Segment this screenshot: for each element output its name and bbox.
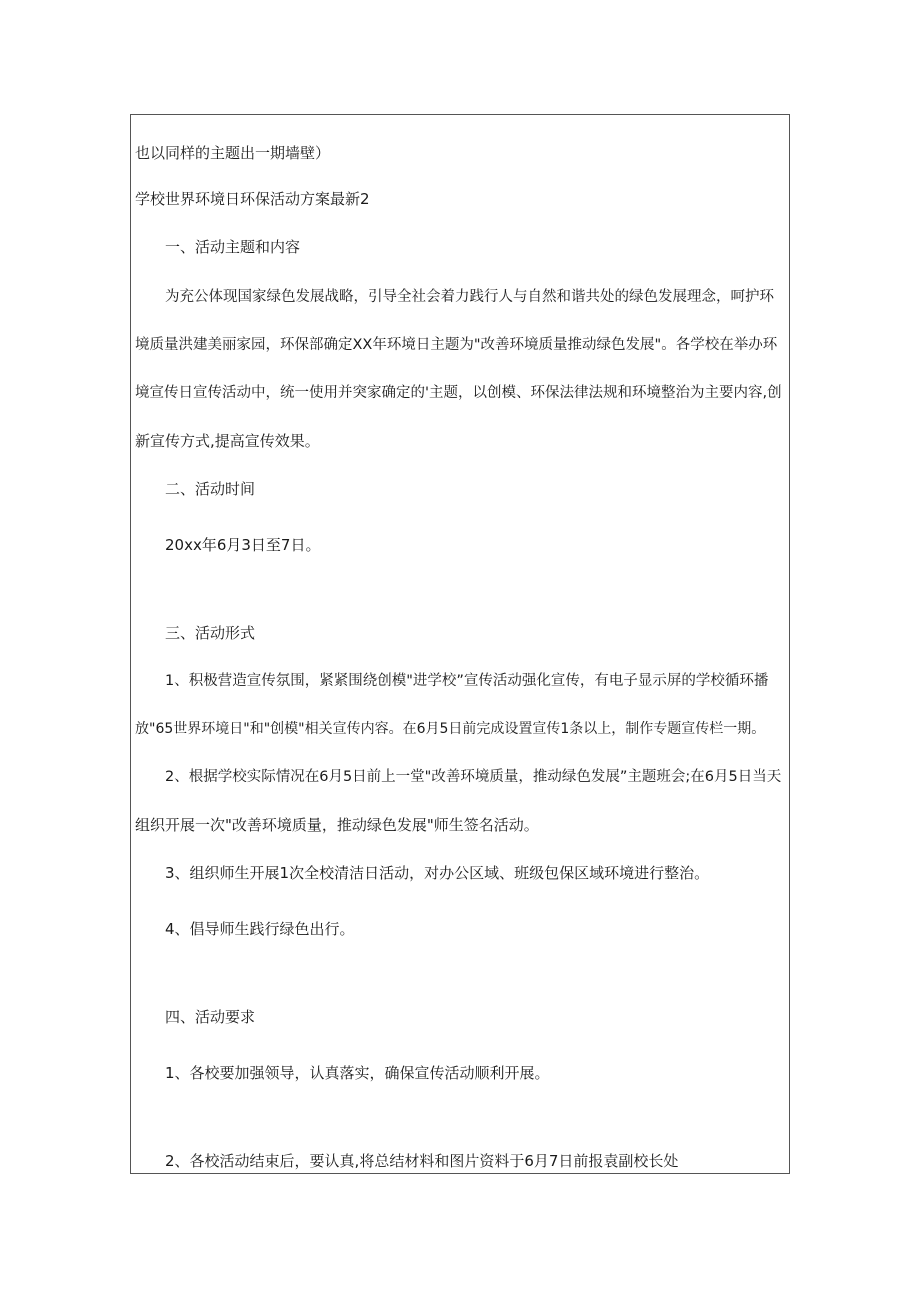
- paragraph-line: 2、根据学校实际情况在6月5日前上一堂"改善环境质量，推动绿色发展”主题班会;在6月5日当天: [165, 769, 782, 785]
- section-heading-form: 三、活动形式: [165, 624, 256, 642]
- paragraph-line: 4、倡导师生践行绿色出行。: [165, 920, 355, 938]
- paragraph-line: 放"65世界环境日"和"创模"相关宣传内容。在6月5日前完成设置宣传1条以上，制作专题宣传栏一期。: [135, 721, 766, 737]
- document-title: 学校世界环境日环保活动方案最新2: [135, 190, 370, 208]
- paragraph-line: 境宣传日宣传活动中，统一使用并突家确定的'主题，以创模、环保法律法规和环境整治为主要内容,创: [135, 385, 782, 401]
- paragraph-line: 3、组织师生开展1次全校清洁日活动，对办公区域、班级包保区域环境进行整治。: [165, 864, 710, 882]
- section-heading-requirements: 四、活动要求: [165, 1008, 256, 1026]
- section-heading-time: 二、活动时间: [165, 480, 256, 498]
- paragraph-line: 境质量洪建美丽家园，环保部确定XX年环境日主题为"改善环境质量推动绿色发展"。各学校在举办环: [135, 337, 778, 353]
- section-heading-theme: 一、活动主题和内容: [165, 238, 301, 256]
- paragraph-line: 2、各校活动结束后，要认真,将总结材料和图片资料于6月7日前报袁副校长处: [165, 1152, 679, 1170]
- text-line-continuation: 也以同样的主题出一期墙壁）: [135, 144, 331, 162]
- paragraph-line: 1、积极营造宣传氛围，紧紧围绕创模"进学校”宣传活动强化宣传，有电子显示屏的学校循环播: [165, 673, 769, 689]
- paragraph-line: 20xx年6月3日至7日。: [165, 536, 321, 554]
- paragraph-line: 新宣传方式,提高宣传效果。: [135, 432, 320, 450]
- paragraph-line: 1、各校要加强领导，认真落实，确保宣传活动顺利开展。: [165, 1064, 550, 1082]
- paragraph-line: 为充公体现国家绿色发展战略，引导全社会着力践行人与自然和谐共处的绿色发展理念，呵护环: [165, 289, 774, 305]
- paragraph-line: 组织开展一次"改善环境质量，推动绿色发展"师生签名活动。: [135, 816, 539, 834]
- document-page: [130, 114, 790, 1174]
